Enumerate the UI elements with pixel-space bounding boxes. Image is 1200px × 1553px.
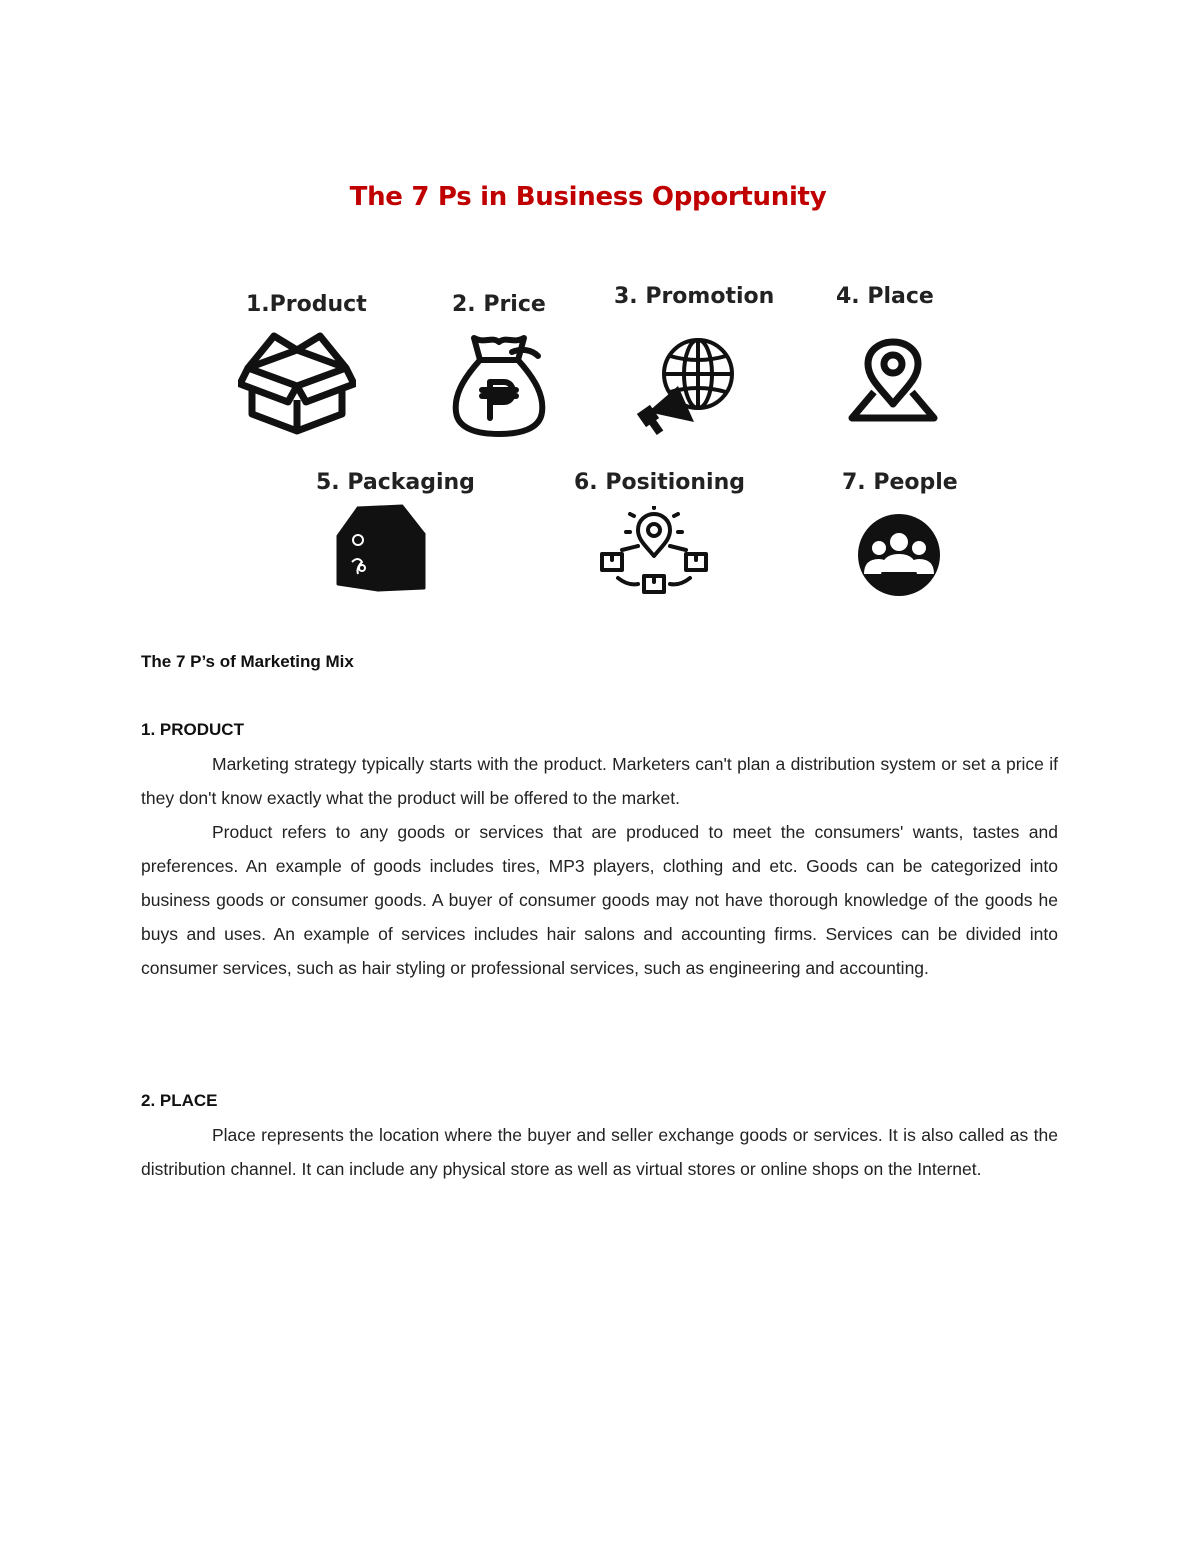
open-box-icon: [238, 328, 356, 436]
paragraph: Marketing strategy typically starts with the product. Marketers can't plan a distribution system or set a price if they don't know exactly what the product will be offered to the market.: [141, 754, 1058, 808]
item-label-place: 4. Place: [836, 284, 934, 309]
item-label-positioning: 6. Positioning: [574, 470, 745, 495]
globe-megaphone-icon: [634, 330, 742, 438]
money-bag-peso-icon: [450, 330, 548, 438]
item-label-price: 2. Price: [452, 292, 546, 317]
item-label-product: 1.Product: [246, 292, 367, 317]
item-label-people: 7. People: [842, 470, 958, 495]
paragraph: Product refers to any goods or services that are produced to meet the consumers' wants, tastes and preferences. An example of goods includes tires, MP3 players, clothing and etc. Goods can be categorized into business goods or consumer goods. A buyer of consumer goods may not have thorough knowledge of the goods he buys and uses. An example of services includes hair salons and accounting firms. Services can be divided into consumer services, such as hair styling or professional services, such as engineering and accounting.: [141, 822, 1058, 978]
paragraph: Place represents the location where the buyer and seller exchange goods or services. It is also called as the distribution channel. It can include any physical store as well as virtual stores or online shops on the Internet.: [141, 1125, 1058, 1179]
item-label-promotion: 3. Promotion: [614, 284, 775, 309]
document-heading: The 7 P’s of Marketing Mix: [141, 652, 354, 671]
positioning-pin-icon: [598, 506, 710, 596]
figure-title: The 7 Ps in Business Opportunity: [349, 182, 827, 212]
item-label-packaging: 5. Packaging: [316, 470, 475, 495]
location-pin-icon: [846, 338, 940, 424]
people-group-icon: [854, 514, 944, 596]
seven-ps-figure: [228, 150, 1008, 600]
section-title-product: 1. PRODUCT: [141, 720, 244, 739]
milk-carton-icon: [332, 504, 428, 594]
section-title-place: 2. PLACE: [141, 1091, 218, 1110]
